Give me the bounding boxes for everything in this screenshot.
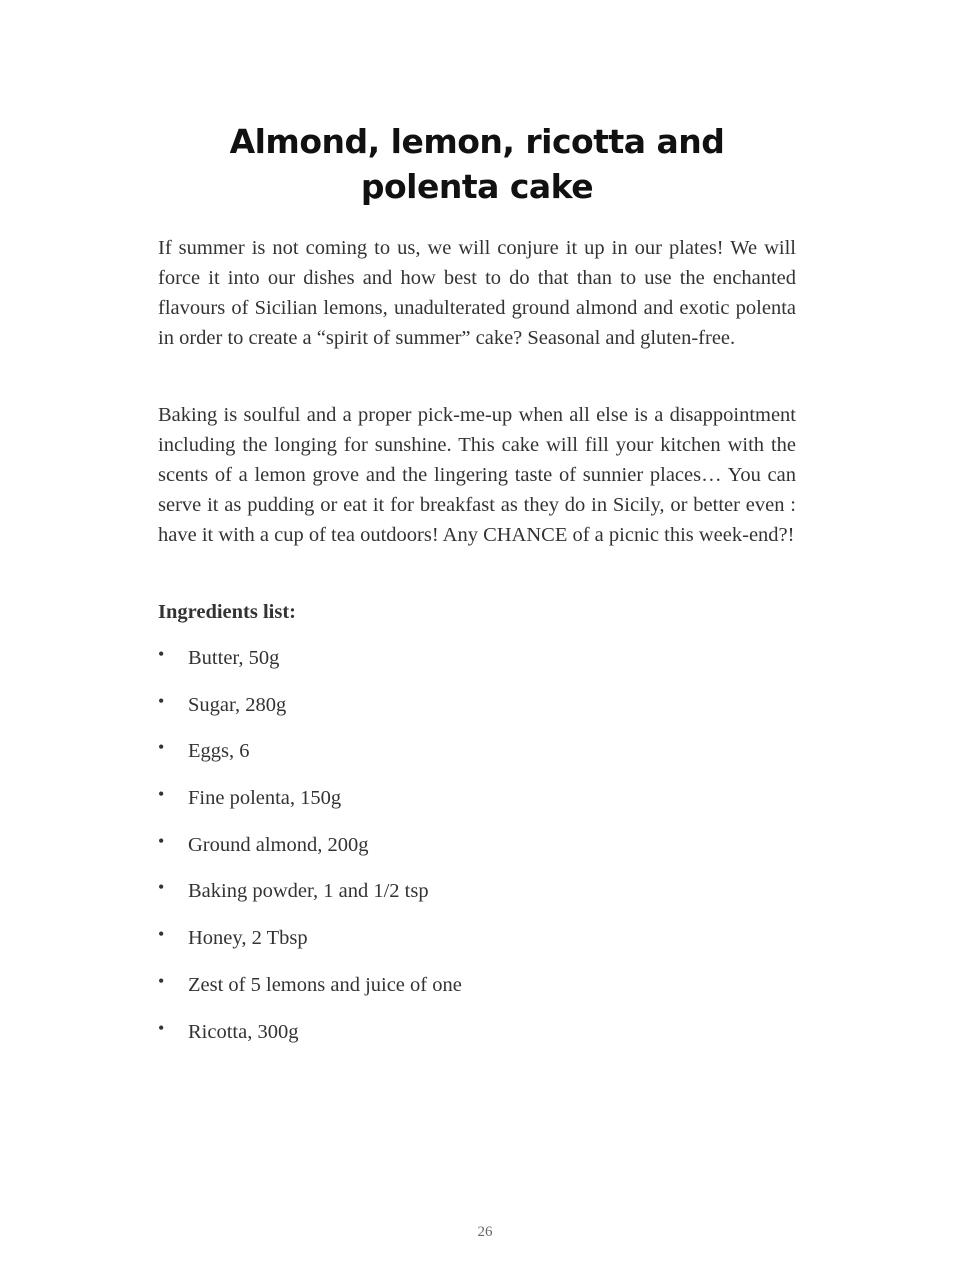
list-item [158, 830, 796, 877]
list-item [158, 923, 796, 970]
recipe-title: Almond, lemon, ricotta and polenta cake [229, 122, 725, 206]
list-item [158, 783, 796, 830]
list-item [158, 736, 796, 783]
list-item [158, 690, 796, 737]
ingredient-text: Butter, 50g [188, 647, 280, 669]
description-paragraph: Baking is soulful and a proper pick-me-up when all else is a disappointment including the longing for sunshine. This cake will fill your kitchen with the scents of a lemon grove and the lingering taste of sunnier places… You can serve it as pudding or eat it for breakfast as they do in Sicily, or better even : have it with a cup of tea outdoors! Any CHANCE of a picnic this week-end?! [158, 404, 796, 546]
bullet-icon: • [158, 1017, 165, 1038]
list-item [158, 1017, 796, 1064]
ingredients-list [158, 643, 796, 1063]
bullet-icon: • [158, 924, 165, 945]
bullet-icon: • [158, 644, 165, 664]
ingredient-text: Baking powder, 1 and 1/2 tsp [188, 880, 429, 903]
list-item [158, 970, 796, 1017]
bullet-icon: • [158, 737, 165, 758]
ingredient-text: Ground almond, 200g [188, 833, 369, 856]
bullet-icon: • [158, 784, 165, 805]
bullet-icon: • [158, 877, 165, 898]
ingredient-text: Fine polenta, 150g [188, 787, 342, 810]
list-item [158, 643, 796, 690]
ingredients-heading: Ingredients list: [158, 601, 297, 623]
ingredient-text: Sugar, 280g [188, 693, 287, 716]
page-number: 26 [477, 1224, 493, 1240]
bullet-icon: • [158, 690, 165, 711]
ingredient-text: Ricotta, 300g [188, 1020, 299, 1043]
list-item [158, 876, 796, 923]
bullet-icon: • [158, 970, 165, 991]
ingredient-text: Zest of 5 lemons and juice of one [188, 973, 462, 996]
ingredient-text: Eggs, 6 [188, 740, 250, 763]
ingredient-text: Honey, 2 Tbsp [188, 927, 308, 950]
bullet-icon: • [158, 830, 165, 851]
intro-paragraph: If summer is not coming to us, we will conjure it up in our plates! We will force it into our dishes and how best to do that than to use the enchanted flavours of Sicilian lemons, unadulterated ground almond and exotic polenta in order to create a “spirit of summer” cake? Seasonal and gluten-free. [158, 237, 796, 349]
